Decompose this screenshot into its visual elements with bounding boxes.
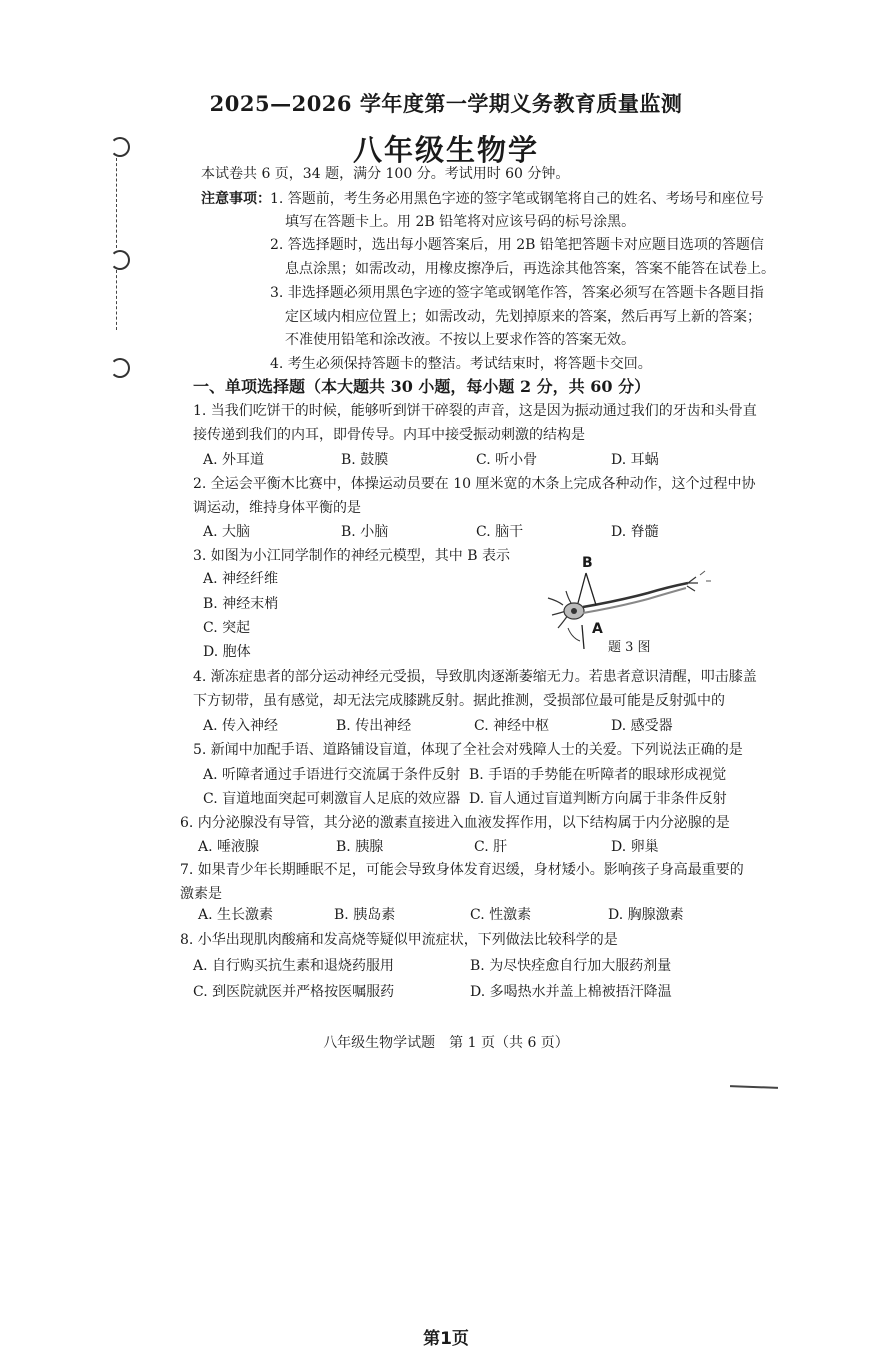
question-stem: 6. 内分泌腺没有导管，其分泌的激素直接进入血液发挥作用，以下结构属于内分泌腺的是	[180, 815, 730, 831]
notes-label: 注意事项：	[201, 191, 271, 207]
option-d: D. 脊髓	[611, 524, 659, 540]
option-b: B. 胰腺	[336, 839, 384, 855]
option-d: D. 多喝热水并盖上棉被捂汗降温	[470, 984, 672, 1000]
option-c: C. 到医院就医并严格按医嘱服药	[193, 984, 395, 1000]
option-a: A. 自行购买抗生素和退烧药服用	[193, 958, 395, 974]
binding-line	[116, 158, 117, 248]
option-b: B. 为尽快痊愈自行加大服药剂量	[470, 958, 672, 974]
option-b: B. 胰岛素	[334, 907, 396, 923]
binding-hole-middle	[110, 250, 130, 270]
section-heading: 一、单项选择题（本大题共 30 小题，每小题 2 分，共 60 分）	[193, 377, 651, 396]
option-d: D. 胸腺激素	[608, 907, 684, 923]
note-line: 不准使用铅笔和涂改液。不按以上要求作答的答案无效。	[285, 332, 635, 348]
binding-line	[116, 270, 117, 330]
question-stem: 下方韧带，虽有感觉，却无法完成膝跳反射。据此推测，受损部位最可能是反射弧中的	[193, 693, 725, 709]
question-stem: 2. 全运会平衡木比赛中，体操运动员要在 10 厘米宽的木条上完成各种动作，这个过程中协	[193, 476, 756, 492]
question-stem: 7. 如果青少年长期睡眠不足，可能会导致身体发育迟缓，身材矮小。影响孩子身高最重要的	[180, 862, 744, 878]
option-b: B. 神经末梢	[203, 596, 279, 612]
option-c: C. 突起	[203, 620, 251, 636]
option-d: D. 感受器	[611, 718, 673, 734]
question-stem: 调运动，维持身体平衡的是	[193, 500, 361, 516]
note-line: 4. 考生必须保持答题卡的整洁。考试结束时，将答题卡交回。	[270, 356, 652, 372]
option-d: D. 耳蜗	[611, 452, 659, 468]
exam-intro: 本试卷共 6 页，34 题，满分 100 分。考试用时 60 分钟。	[201, 166, 570, 182]
question-stem: 1. 当我们吃饼干的时候，能够听到饼干碎裂的声音，这是因为振动通过我们的牙齿和头骨直	[193, 403, 757, 419]
question-stem: 5. 新闻中加配手语、道路铺设盲道，体现了全社会对残障人士的关爱。下列说法正确的是	[193, 742, 743, 758]
scan-mark	[730, 1085, 778, 1089]
note-line: 定区域内相应位置上；如需改动，先划掉原来的答案，然后再写上新的答案；	[285, 309, 761, 325]
exam-subject: 八年级生物学	[352, 133, 539, 167]
option-c: C. 神经中枢	[474, 718, 550, 734]
option-a: A. 大脑	[203, 524, 251, 540]
option-d: D. 卵巢	[611, 839, 659, 855]
option-c: C. 肝	[474, 839, 508, 855]
note-line: 填写在答题卡上。用 2B 铅笔将对应该号码的标号涂黑。	[285, 214, 636, 230]
question-stem: 3. 如图为小江同学制作的神经元模型，其中 B 表示	[193, 548, 510, 564]
option-c: C. 性激素	[470, 907, 532, 923]
note-line: 息点涂黑；如需改动，用橡皮擦净后，再选涂其他答案，答案不能答在试卷上。	[285, 261, 775, 277]
option-d: D. 胞体	[203, 644, 251, 660]
page-number: 第1页	[423, 1329, 469, 1349]
page-footer: 八年级生物学试题 第 1 页（共 6 页）	[323, 1035, 569, 1051]
option-c: C. 听小骨	[476, 452, 538, 468]
note-line: 2. 答选择题时，选出每小题答案后，用 2B 铅笔把答题卡对应题目选项的答题信	[270, 237, 764, 253]
question-stem: 8. 小华出现肌肉酸痛和发高烧等疑似甲流症状，下列做法比较科学的是	[180, 932, 618, 948]
question-stem: 激素是	[180, 886, 222, 902]
option-b: B. 传出神经	[336, 718, 412, 734]
binding-hole-bottom	[110, 358, 130, 378]
option-b: B. 鼓膜	[341, 452, 389, 468]
question-stem: 4. 渐冻症患者的部分运动神经元受损，导致肌肉逐渐萎缩无力。若患者意识清醒，叩击膝盖	[193, 669, 757, 685]
figure-label-a: A	[592, 621, 603, 637]
exam-title: 2025—2026 学年度第一学期义务教育质量监测	[209, 91, 683, 116]
figure-caption: 题 3 图	[608, 640, 651, 655]
option-a: A. 传入神经	[203, 718, 279, 734]
option-a: A. 听障者通过手语进行交流属于条件反射	[203, 767, 461, 783]
option-a: A. 唾液腺	[198, 839, 260, 855]
option-c: C. 盲道地面突起可刺激盲人足底的效应器	[203, 791, 461, 807]
option-a: A. 外耳道	[203, 452, 265, 468]
figure-label-b: B	[582, 555, 593, 571]
neuron-figure	[538, 553, 728, 665]
option-a: A. 神经纤维	[203, 571, 279, 587]
option-c: C. 脑干	[476, 524, 524, 540]
question-stem: 接传递到我们的内耳，即骨传导。内耳中接受振动刺激的结构是	[193, 427, 585, 443]
note-line: 3. 非选择题必须用黑色字迹的签字笔或钢笔作答，答案必须写在答题卡各题目指	[270, 285, 764, 301]
note-line: 1. 答题前，考生务必用黑色字迹的签字笔或钢笔将自己的姓名、考场号和座位号	[270, 191, 764, 207]
option-b: B. 手语的手势能在听障者的眼球形成视觉	[469, 767, 727, 783]
option-b: B. 小脑	[341, 524, 389, 540]
option-d: D. 盲人通过盲道判断方向属于非条件反射	[469, 791, 727, 807]
option-a: A. 生长激素	[198, 907, 274, 923]
